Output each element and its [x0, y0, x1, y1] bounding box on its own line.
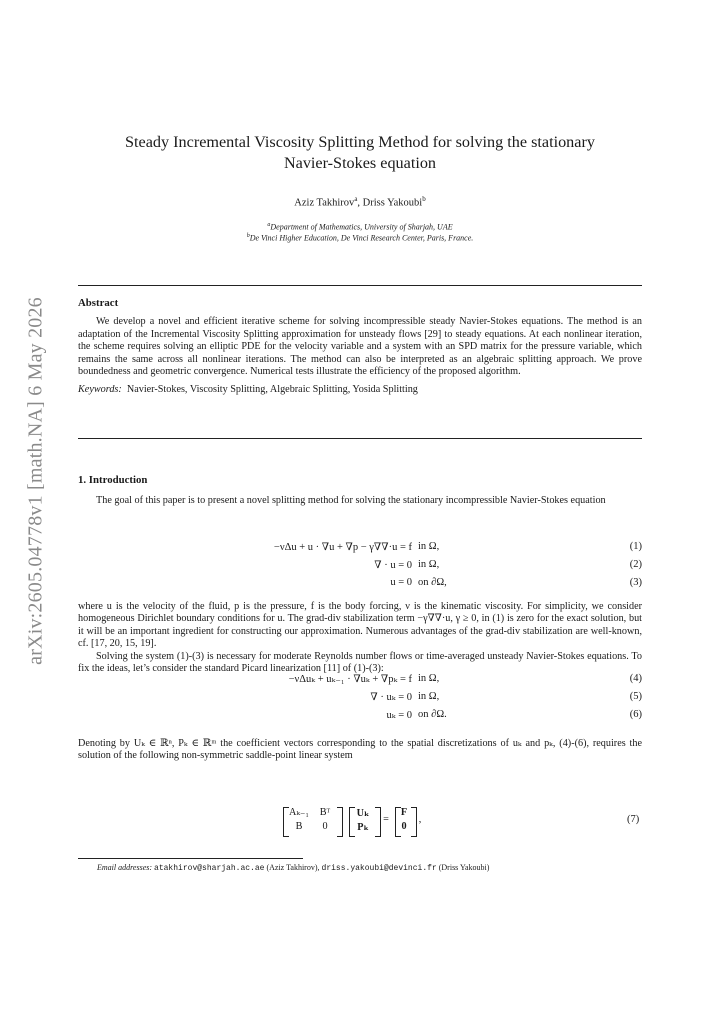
email-yakoubi[interactable]: driss.yakoubi@devinci.fr [321, 864, 437, 873]
equation-5-lhs: ∇ · uₖ = 0 [370, 692, 412, 703]
author-2-sup: b [422, 195, 426, 203]
footnote-rule [78, 858, 303, 859]
keywords [78, 384, 642, 396]
equation-3-domain: on ∂Ω, [418, 577, 447, 588]
affiliation-a-text: Department of Mathematics, University of Sharjah, UAE [270, 222, 453, 232]
matrix-a22: 0 [322, 821, 328, 832]
abstract-body: We develop a novel and efficient iterative scheme for solving incompressible steady Navier-Stokes equations. The method is an adaptation of the Incremental Viscosity Splitting approximation for unsteady flows [29] to steady equations. At each nonlinear iteration, the scheme requires solving an elliptic PDE for the velocity variable and a system with an SPD matrix for the pressure variable, which remains the same across all nonlinear iterations. The method can also be interpreted as an algebraic splitting approach. We prove boundedness and geometric convergence. Numerical tests illustrate the efficiency of the proposed algorithm. [78, 316, 642, 378]
intro-section [78, 474, 642, 508]
equation-4-lhs: −νΔuₖ + uₖ₋₁ · ∇uₖ + ∇pₖ = f [288, 674, 412, 685]
title-line-1: Steady Incremental Viscosity Splitting Method for solving the stationary [125, 133, 595, 151]
equation-5 [78, 691, 642, 706]
rhs-b2: 0 [401, 821, 407, 832]
vector-x2: Pₖ [357, 822, 369, 833]
author-list: Aziz Takhirov$^a$, Driss Yakoubi$^b$ [294, 195, 426, 209]
equation-5-domain: in Ω, [418, 691, 440, 702]
vector-x1: Uₖ [356, 808, 370, 819]
equation-1-domain: in Ω, [418, 541, 440, 552]
email-yakoubi-name: (Driss Yakoubi) [438, 863, 490, 872]
affiliation-b-text: De Vinci Higher Education, De Vinci Research Center, Paris, France. [249, 233, 474, 243]
footnote-emails [97, 863, 489, 873]
matrix-a12: Bᵀ [319, 807, 331, 818]
intro-body-3 [78, 738, 642, 763]
affiliation-b [78, 231, 642, 244]
system-equals: = [383, 814, 389, 825]
keywords-label: Keywords: [78, 384, 122, 396]
keywords-text: Navier-Stokes, Viscosity Splitting, Algebraic Splitting, Yosida Splitting [126, 384, 418, 396]
equation-1 [78, 541, 642, 556]
equation-1-number: (1) [629, 541, 642, 552]
equation-1-lhs: −νΔu + u · ∇u + ∇p − γ∇∇·u = f [273, 542, 412, 553]
affiliation-b-sup: b [246, 233, 250, 239]
equation-4 [78, 673, 642, 688]
equation-3-lhs: u = 0 [390, 577, 412, 588]
abstract-bottom-rule [78, 438, 642, 439]
intro-body-2 [78, 601, 642, 675]
abstract-heading: Abstract [78, 297, 119, 309]
equation-4-domain: in Ω, [418, 673, 440, 684]
equation-6 [78, 709, 642, 724]
title-line-2: Navier-Stokes equation [283, 154, 437, 172]
abstract-top-rule [78, 285, 642, 286]
matrix-a21: B [295, 821, 303, 832]
arxiv-id: arXiv:2605.04778v1 [math.NA] 6 May 2026 [24, 297, 47, 665]
equation-6-lhs: uₖ = 0 [386, 710, 412, 721]
equation-2-lhs: ∇ · u = 0 [374, 560, 412, 571]
author-2: Driss Yakoubi [362, 197, 423, 209]
arxiv-sidebar-stamp [16, 287, 56, 675]
matrix-right-bracket [337, 807, 343, 837]
matrix-a11: Aₖ₋₁ [288, 807, 309, 818]
paper-title [78, 132, 642, 174]
intro-paragraph-2: where u is the velocity of the fluid, p is the pressure, f is the body forcing, ν is the kinematic viscosity. For simplicity, we consider homogeneous Dirichlet boundary conditions for u. The grad-div stabilization term −γ∇∇·u, γ ≥ 0, in (1) is zero for the exact solution, but it will be an important ingredient for constructing our approximation. Numerous advantages of the grad-div stabilization are well-known, cf. [17, 20, 15, 19]. [78, 601, 642, 650]
author-1-sup: a [354, 195, 358, 203]
equation-6-domain: on ∂Ω. [418, 709, 447, 720]
equation-3-number: (3) [629, 577, 642, 588]
email-takhirov[interactable]: atakhirov@sharjah.ac.ae [154, 864, 265, 873]
equation-2 [78, 559, 642, 574]
intro-paragraph-3: Solving the system (1)-(3) is necessary for moderate Reynolds number flows or time-averaged unsteady Navier-Stokes equations. To fix the ideas, let’s consider the standard Picard linearization [11] of (1)-(3): [78, 650, 642, 675]
rhs-b1: F [400, 807, 408, 818]
equation-2-number: (2) [629, 559, 642, 570]
equation-5-number: (5) [629, 691, 642, 702]
footnote-label: Email addresses: [97, 863, 153, 872]
intro-heading: 1. Introduction [78, 474, 148, 486]
equation-2-domain: in Ω, [418, 559, 440, 570]
author-1: Aziz Takhirov [294, 197, 355, 209]
abstract-section [78, 297, 642, 397]
equation-6-number: (6) [629, 709, 642, 720]
intro-paragraph-4: Denoting by Uₖ ∈ ℝⁿ, Pₖ ∈ ℝᵐ the coefficient vectors corresponding to the spatial discretizations of uₖ and pₖ, (4)-(6), requires the solution of the following non-symmetric saddle-point linear system [78, 738, 642, 762]
equation-3 [78, 577, 642, 592]
equation-7-number: (7) [627, 814, 640, 825]
affiliation-a-sup: a [267, 222, 271, 228]
system-comma: , [418, 814, 422, 825]
email-takhirov-name: (Aziz Takhirov), [266, 863, 320, 872]
intro-paragraph-1: The goal of this paper is to present a novel splitting method for solving the stationary incompressible Navier-Stokes equation [96, 495, 606, 507]
equation-4-number: (4) [629, 673, 642, 684]
